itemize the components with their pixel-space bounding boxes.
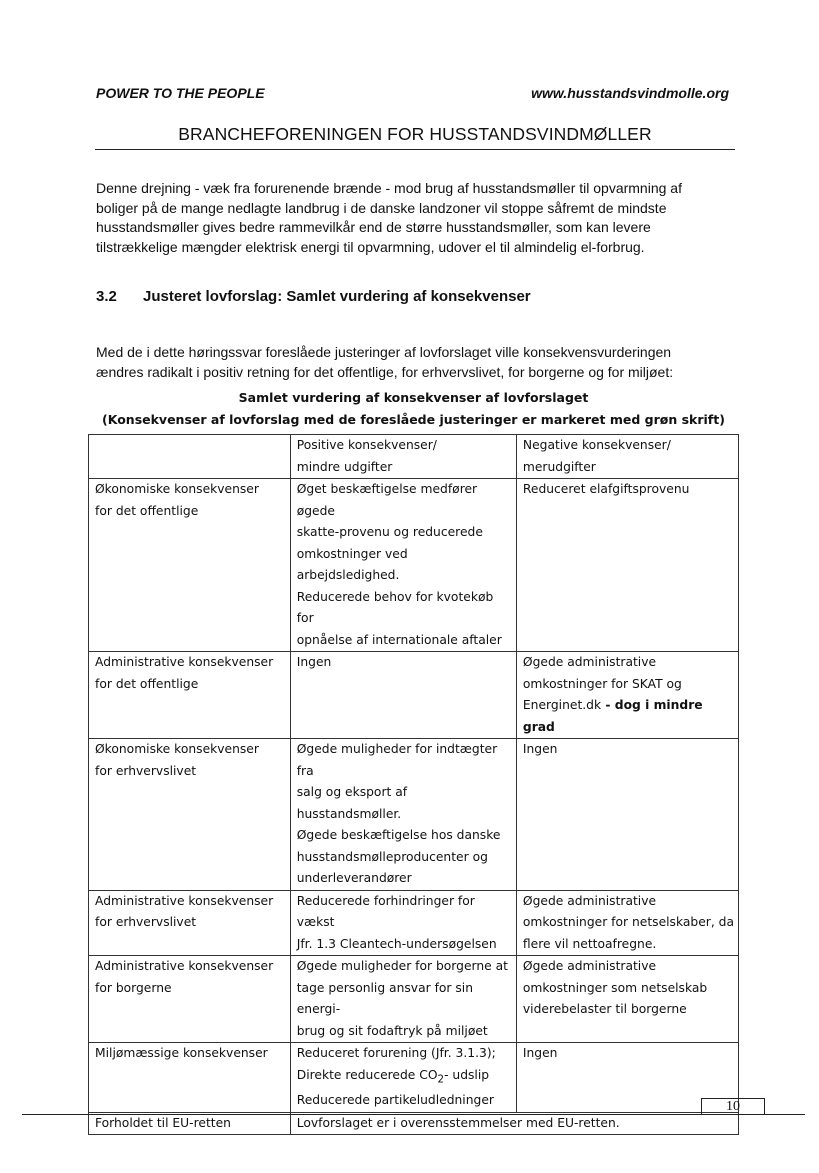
table-row — [89, 890, 739, 956]
table-row — [89, 739, 739, 891]
row-label: Miljømæssige konsekvenser — [89, 1043, 291, 1113]
negative-cell: Ingen — [516, 1043, 738, 1113]
positive-cell: Ingen — [290, 652, 516, 739]
table-row — [89, 956, 739, 1043]
negative-cell: Øgede administrative omkostninger for netselskaber, da flere vil nettoafregne. — [516, 890, 738, 956]
positive-cell: Øget beskæftigelse medfører øgede skatte-provenu og reducerede omkostninger ved arbejdsledighed. Reducerede behov for kvotekøb for opnåelse af internationale aftaler — [290, 479, 516, 652]
row-label: Administrative konsekvenser for borgerne — [89, 956, 291, 1043]
row-label: Administrative konsekvenser for det offentlige — [89, 652, 291, 739]
negative-cell: Øgede administrative omkostninger som netselskab viderebelaster til borgerne — [516, 956, 738, 1043]
table-row — [89, 652, 739, 739]
paragraph-line: Denne drejning - væk fra forurenende brænde - mod brug af husstandsmøller til opvarmning af — [96, 180, 682, 196]
row-label: Økonomiske konsekvenser for det offentlige — [89, 479, 291, 652]
header-cell-empty — [89, 435, 291, 479]
header-website[interactable]: www.husstandsvindmolle.org — [531, 85, 729, 101]
table-row — [89, 479, 739, 652]
positive-cell: Reducerede forhindringer for vækst Jfr. 1.3 Cleantech-undersøgelsen — [290, 890, 516, 956]
section-number: 3.2 — [96, 288, 117, 305]
negative-cell: Ingen — [516, 739, 738, 891]
intro-paragraph — [96, 179, 732, 257]
paragraph-line: boliger på de mange nedlagte landbrug i de danske landzoner vil stoppe såfremt de mindste — [96, 199, 667, 216]
table-title: Samlet vurdering af konsekvenser af lovforslaget — [238, 390, 589, 405]
positive-cell: Reduceret forurening (Jfr. 3.1.3); Direkte reducerede $CO_2-$ udslip Reducerede partikeludledninger — [290, 1043, 516, 1113]
positive-cell: Øgede muligheder for borgerne at tage personlig ansvar for sin energi- brug og sit fodaftryk på miljøet — [290, 956, 516, 1043]
negative-cell: Øgede administrative omkostninger for SKAT og Energinet.dk - dog i mindre grad — [516, 652, 738, 739]
row-label: Økonomiske konsekvenser for erhvervslivet — [89, 739, 291, 891]
negative-cell: Reduceret elafgiftsprovenu — [516, 479, 738, 652]
footer-divider — [22, 1114, 805, 1115]
consequence-table — [88, 434, 739, 1135]
section-paragraph — [96, 343, 732, 382]
emphasis-text: - dog i mindre grad — [522, 698, 703, 734]
header-cell-negative: Negative konsekvenser/ merudgifter — [516, 435, 738, 479]
eu-law-row — [89, 1112, 739, 1135]
paragraph-line: ændres radikalt i positiv retning for det offentlige, for erhvervslivet, for borgerne og for miljøet: — [96, 363, 674, 380]
positive-cell: Øgede muligheder for indtægter fra salg og eksport af husstandsmøller. Øgede beskæftigelse hos danske husstandsmølleproducenter og underleverandører — [290, 739, 516, 891]
section-heading — [96, 288, 531, 305]
row-label: Forholdet til EU-retten — [89, 1112, 291, 1135]
page-number: 10 — [701, 1098, 765, 1115]
organization-title: BRANCHEFORENINGEN FOR HUSSTANDSVINDMØLLER — [178, 124, 652, 144]
table-row — [89, 1043, 739, 1113]
paragraph-line: Med de i dette høringssvar foreslåede justeringer af lovforslaget ville konsekvensvurderingen — [96, 344, 672, 360]
table-header-row — [89, 435, 739, 479]
table-subtitle: (Konsekvenser af lovforslag med de foreslåede justeringer er markeret med grøn skrift) — [102, 412, 725, 427]
eu-law-cell: Lovforslaget er i overensstemmelser med EU-retten. — [290, 1112, 738, 1135]
header-divider — [95, 149, 735, 150]
section-title: Justeret lovforslag: Samlet vurdering af konsekvenser — [143, 288, 531, 305]
header-left-slogan: POWER TO THE PEOPLE — [96, 85, 265, 101]
paragraph-line: tilstrækkelige mængder elektrisk energi til opvarmning, udover el til almindelig el-forbrug. — [96, 238, 645, 255]
paragraph-line: husstandsmøller gives bedre rammevilkår end de større husstandsmøller, som kan levere — [96, 219, 651, 235]
header-cell-positive: Positive konsekvenser/ mindre udgifter — [290, 435, 516, 479]
subscript: 2 — [437, 1072, 445, 1085]
row-label: Administrative konsekvenser for erhvervslivet — [89, 890, 291, 956]
